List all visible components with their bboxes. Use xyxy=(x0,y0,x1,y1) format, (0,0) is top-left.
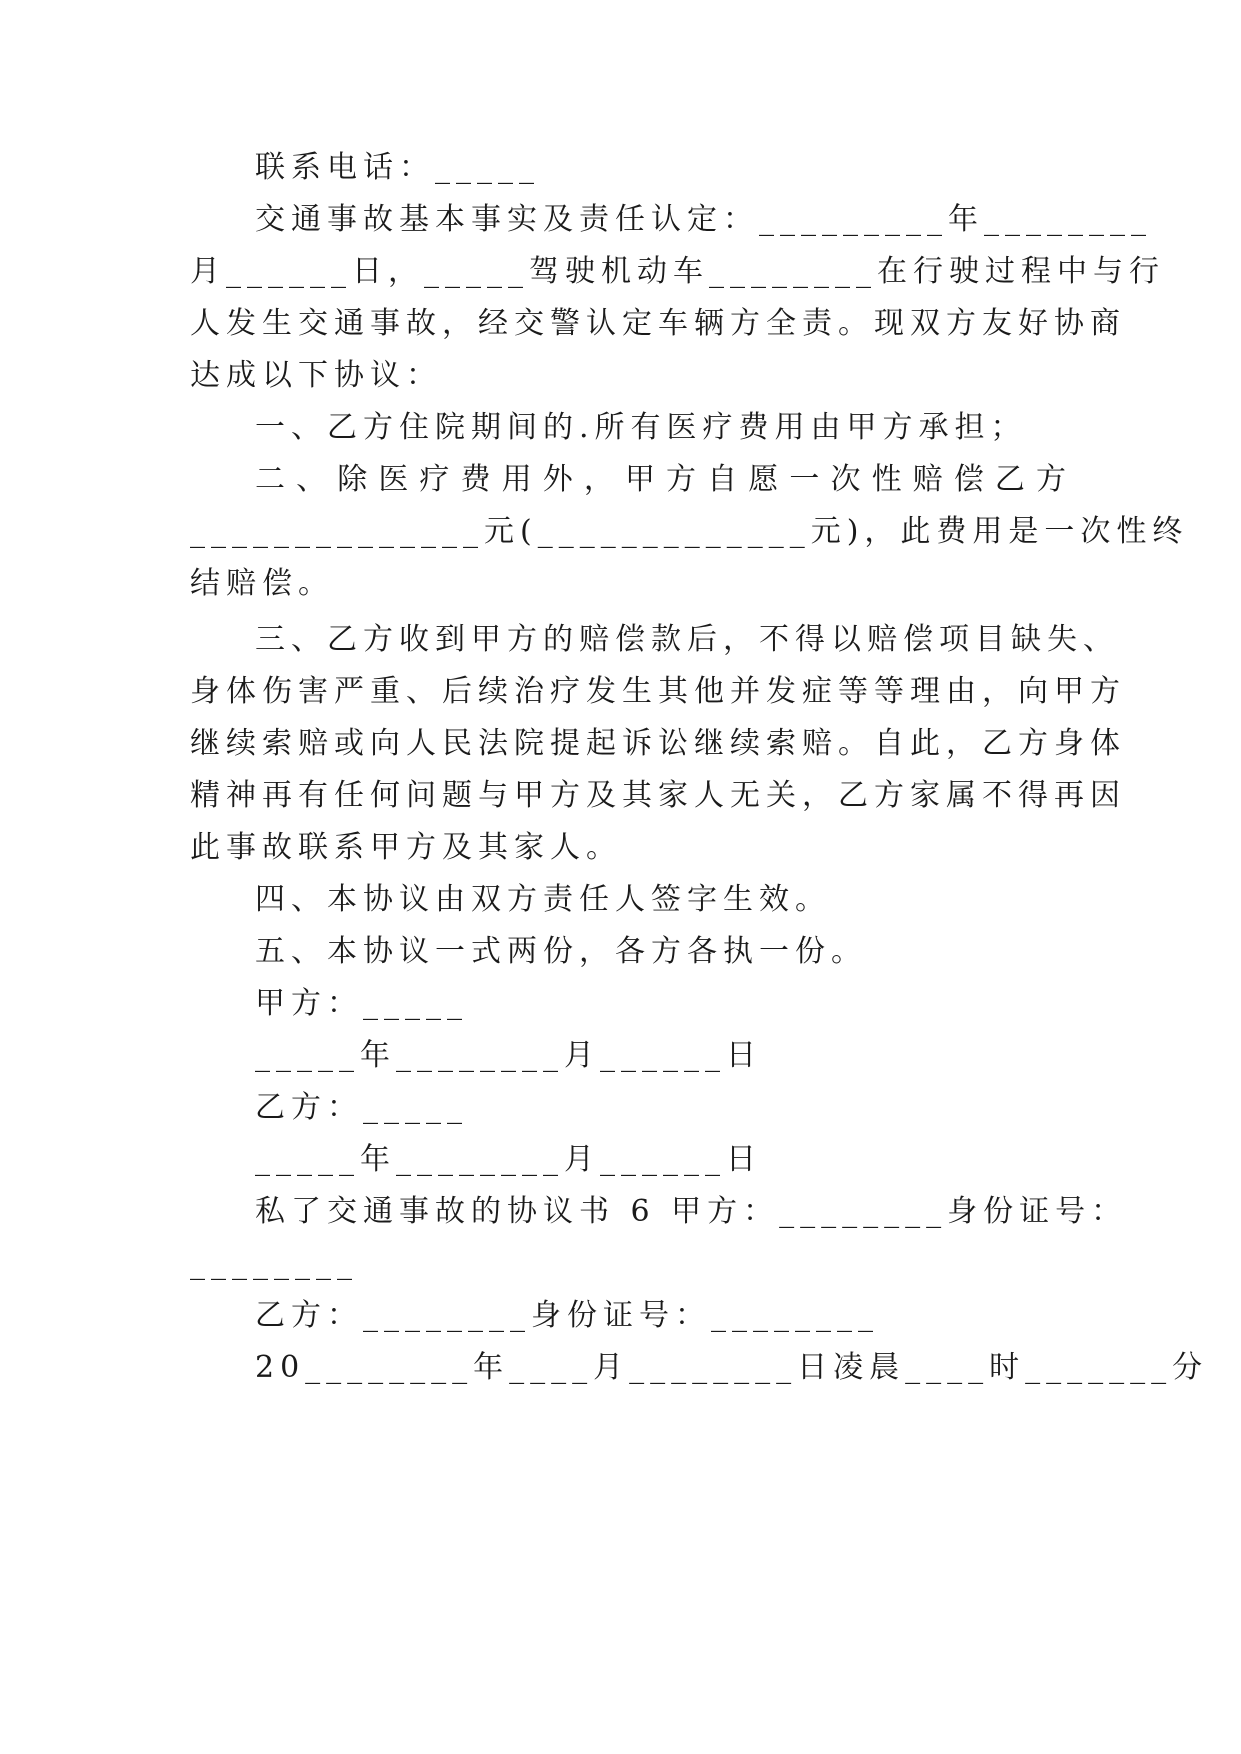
clause-three-line2: 身体伤害严重、后续治疗发生其他并发症等等理由，向甲方 xyxy=(190,674,1126,709)
line-accident-responsibility: 人发生交通事故，经交警认定车辆方全责。现双方友好协商 xyxy=(190,306,1126,341)
clause-one: 一、乙方住院期间的.所有医疗费用由甲方承担； xyxy=(255,410,1027,445)
clause-three: 三、乙方收到甲方的赔偿款后，不得以赔偿项目缺失、 xyxy=(255,622,1119,657)
clause-four: 四、本协议由双方责任人签字生效。 xyxy=(255,882,831,917)
clause-two-end: 结赔偿。 xyxy=(190,566,334,601)
line-accident-details: 月______日，_____驾驶机动车________在行驶过程中与行 xyxy=(190,254,1165,289)
party-b-date: _____年________月______日 xyxy=(255,1142,762,1177)
line-contact-phone: 联系电话：_____ xyxy=(255,150,540,185)
clause-two-amount: ______________元(_____________元)，此费用是一次性终 xyxy=(190,514,1189,549)
agreement-6-id-blank: ________ xyxy=(190,1246,358,1281)
clause-three-line5: 此事故联系甲方及其家人。 xyxy=(190,830,622,865)
clause-two: 二、除医疗费用外，甲方自愿一次性赔偿乙方 xyxy=(255,462,1070,497)
agreement-6-datetime: 20________年____月________日凌晨____时_______分 xyxy=(255,1350,1209,1385)
line-agreement-intro: 达成以下协议： xyxy=(190,358,442,393)
party-a-signature: 甲方：_____ xyxy=(255,986,468,1021)
agreement-6-party-b: 乙方：________身份证号：________ xyxy=(255,1298,879,1333)
clause-three-line4: 精神再有任何问题与甲方及其家人无关，乙方家属不得再因 xyxy=(190,778,1126,813)
line-accident-facts: 交通事故基本事实及责任认定：_________年________ xyxy=(255,202,1152,237)
party-b-signature: 乙方：_____ xyxy=(255,1090,468,1125)
party-a-date: _____年________月______日 xyxy=(255,1038,762,1073)
clause-five: 五、本协议一式两份，各方各执一份。 xyxy=(255,934,867,969)
agreement-6-heading: 私了交通事故的协议书 6 甲方：________身份证号： xyxy=(255,1194,1128,1229)
clause-three-line3: 继续索赔或向人民法院提起诉讼继续索赔。自此，乙方身体 xyxy=(190,726,1126,761)
